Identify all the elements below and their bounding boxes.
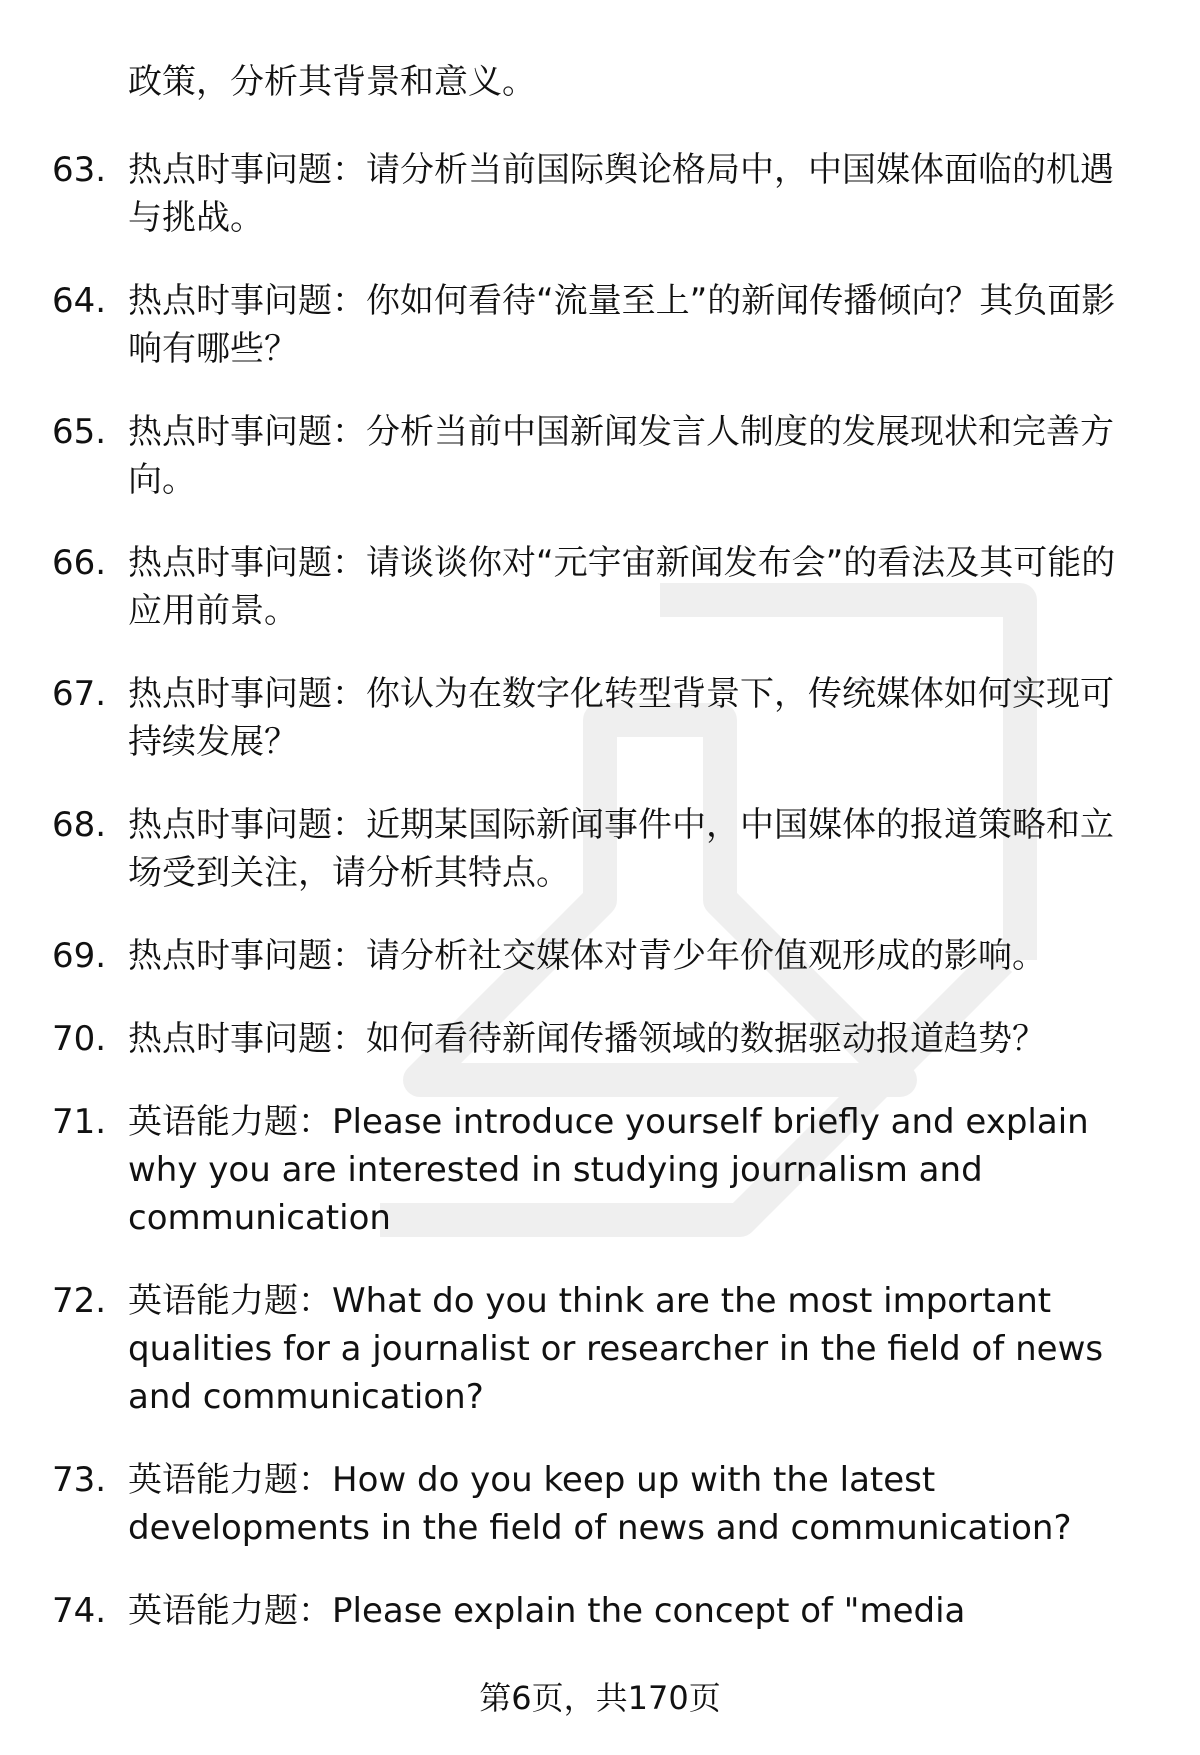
question-category: 热点时事问题：: [128, 1019, 366, 1059]
question-item: [52, 277, 1162, 373]
question-body: [128, 539, 1144, 635]
page-footer: 第6页，共170页: [479, 1679, 721, 1717]
question-category: 热点时事问题：: [128, 150, 366, 190]
question-number: 65.: [52, 412, 107, 452]
question-body: [128, 1098, 1144, 1242]
continuation-text: 政策，分析其背景和意义。: [128, 62, 536, 102]
question-list: [52, 146, 1162, 1670]
question-body: [128, 408, 1144, 504]
question-body: [128, 801, 1144, 897]
question-number: 66.: [52, 543, 107, 583]
question-item: [52, 1098, 1162, 1242]
question-item: [52, 408, 1162, 504]
question-item: [52, 801, 1162, 897]
question-text: 请谈谈你对“元宇宙新闻发布会”的看法及其可能的应用前景。: [128, 543, 1116, 631]
question-item: [52, 1015, 1162, 1063]
question-text: 近期某国际新闻事件中，中国媒体的报道策略和立场受到关注，请分析其特点。: [128, 805, 1114, 893]
question-category: 热点时事问题：: [128, 281, 366, 321]
question-text: How do you keep up with the latest developments in the field of news and communication?: [128, 1460, 1072, 1548]
question-item: [52, 1587, 1162, 1635]
question-body: [128, 1277, 1144, 1421]
question-number: 71.: [52, 1102, 107, 1142]
question-item: [52, 146, 1162, 242]
question-text: 请分析社交媒体对青少年价值观形成的影响。: [366, 936, 1046, 976]
question-number: 64.: [52, 281, 107, 321]
question-category: 热点时事问题：: [128, 936, 366, 976]
question-number: 68.: [52, 805, 107, 845]
question-body: [128, 146, 1144, 242]
question-category: 英语能力题：: [128, 1102, 332, 1142]
question-item: [52, 539, 1162, 635]
question-body: [128, 1015, 1144, 1063]
question-category: 英语能力题：: [128, 1281, 332, 1321]
question-body: [128, 1456, 1144, 1552]
question-category: 英语能力题：: [128, 1591, 332, 1631]
question-item: [52, 932, 1162, 980]
question-item: [52, 1456, 1162, 1552]
question-category: 热点时事问题：: [128, 412, 366, 452]
question-text: 你如何看待“流量至上”的新闻传播倾向？其负面影响有哪些？: [128, 281, 1116, 369]
question-body: [128, 277, 1144, 373]
question-number: 73.: [52, 1460, 107, 1500]
question-body: [128, 932, 1144, 980]
question-category: 热点时事问题：: [128, 805, 366, 845]
question-text: Please explain the concept of "media: [332, 1591, 966, 1631]
question-number: 69.: [52, 936, 107, 976]
question-number: 70.: [52, 1019, 107, 1059]
question-text: 你认为在数字化转型背景下，传统媒体如何实现可持续发展？: [128, 674, 1114, 762]
question-body: [128, 670, 1144, 766]
question-text: What do you think are the most important qualities for a journalist or researcher in the field of news and communication?: [128, 1281, 1104, 1417]
question-category: 英语能力题：: [128, 1460, 332, 1500]
question-category: 热点时事问题：: [128, 543, 366, 583]
question-number: 74.: [52, 1591, 107, 1631]
question-body: [128, 1587, 1144, 1635]
question-item: [52, 670, 1162, 766]
question-text: 请分析当前国际舆论格局中，中国媒体面临的机遇与挑战。: [128, 150, 1114, 238]
question-category: 热点时事问题：: [128, 674, 366, 714]
question-number: 67.: [52, 674, 107, 714]
question-text: 如何看待新闻传播领域的数据驱动报道趋势？: [366, 1019, 1046, 1059]
question-text: 分析当前中国新闻发言人制度的发展现状和完善方向。: [128, 412, 1114, 500]
question-number: 63.: [52, 150, 107, 190]
question-item: [52, 1277, 1162, 1421]
question-text: Please introduce yourself briefly and explain why you are interested in studying journalism and communication: [128, 1102, 1089, 1238]
question-number: 72.: [52, 1281, 107, 1321]
